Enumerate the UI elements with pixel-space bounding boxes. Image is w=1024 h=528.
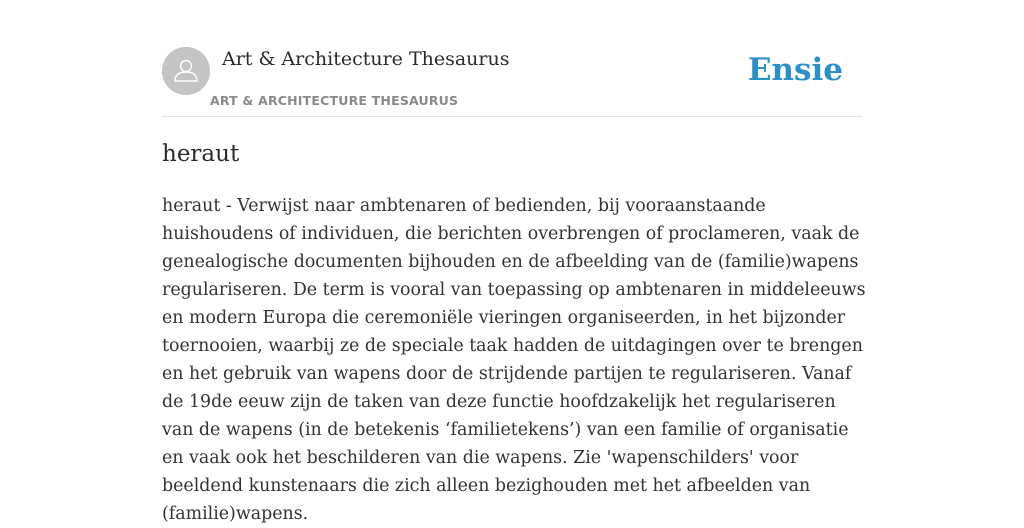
definition-text: heraut - Verwijst naar ambtenaren of bedienden, bij vooraanstaande huishoudens of individuen, die berichten overbrengen of proclameren, vaak de genealogische documenten bijhouden en de afbeelding van de (familie)wapens regulariseren. De term is vooral van toepassing op ambtenaren in middeleeuws en modern Europa die ceremoniële vieringen organiseerden, in het bijzonder toernooien, waarbij ze de speciale taak hadden de uitdagingen over te brengen en het gebruik van wapens door de strijdende partijen te regulariseren. Vanaf de 19de eeuw zijn de taken van deze functie hoofdzakelijk het regulariseren van de wapens (in de betekenis ‘familietekens’) van een familie of organisatie en vaak ook het beschilderen van die wapens. Zie 'wapenschilders' voor beeldend kunstenaars die zich alleen bezighouden met het afbeelden van (familie)wapens. (162, 196, 866, 524)
source-subtitle: ART & ARCHITECTURE THESAURUS (210, 93, 459, 108)
source-title-link[interactable]: Art & Architecture Thesaurus (222, 48, 510, 70)
source-header (162, 46, 862, 117)
user-avatar-icon[interactable] (162, 47, 210, 95)
term-title: heraut (162, 141, 240, 167)
ensie-logo-link[interactable]: Ensie (747, 52, 843, 88)
